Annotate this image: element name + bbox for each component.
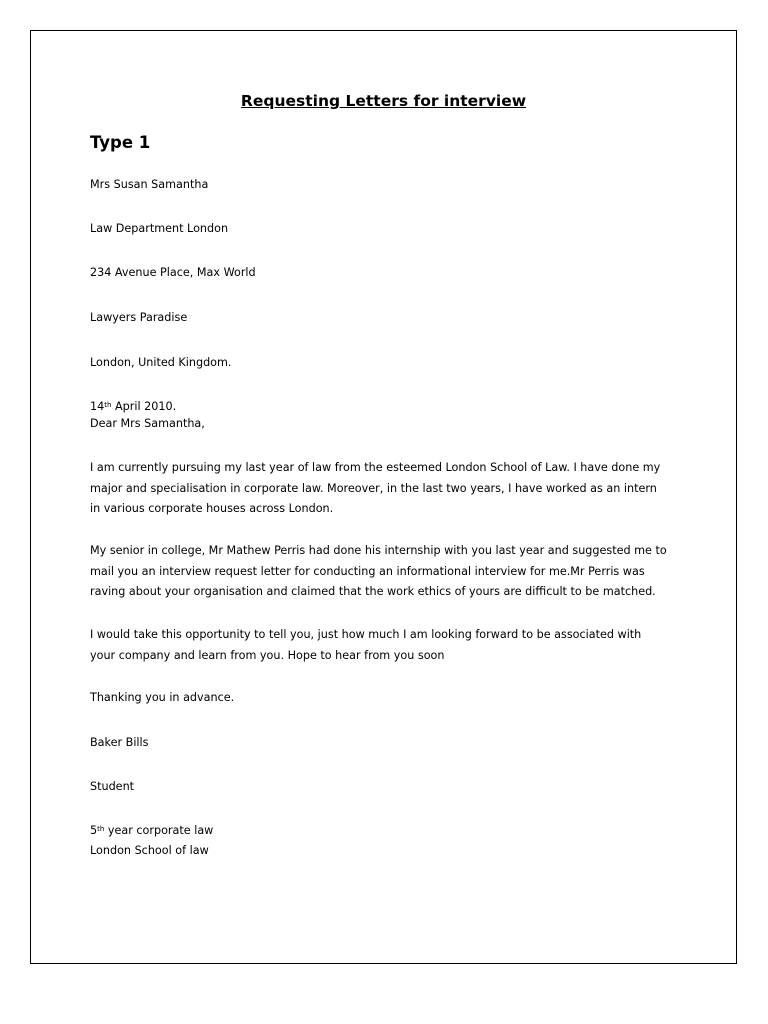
paragraph-line: I would take this opportunity to tell you, just how much I am looking forward to be associated with — [90, 628, 642, 641]
letter-page — [30, 30, 737, 964]
closing-line: Thanking you in advance. — [90, 691, 235, 704]
signature-role: Student — [90, 780, 135, 793]
paragraph-line: in various corporate houses across London. — [90, 502, 334, 515]
year-suffix: th — [97, 825, 105, 833]
type-heading: Type 1 — [90, 133, 151, 152]
body-paragraph-3 — [90, 625, 700, 666]
recipient-place: Lawyers Paradise — [90, 311, 188, 324]
paragraph-line: My senior in college, Mr Mathew Perris had done his internship with you last year and suggested me to — [90, 544, 667, 557]
letter-date — [90, 400, 176, 414]
paragraph-line: mail you an interview request letter for conducting an informational interview for me.Mr Perris was — [90, 564, 645, 578]
signature-year — [90, 824, 213, 838]
recipient-address-line: 234 Avenue Place, Max World — [90, 266, 256, 279]
year-rest: year corporate law — [104, 824, 214, 837]
recipient-city: London, United Kingdom. — [90, 356, 232, 369]
date-suffix: th — [104, 401, 112, 409]
paragraph-line: raving about your organisation and claimed that the work ethics of yours are difficult to be matched. — [90, 585, 656, 598]
year-number: 5 — [90, 824, 98, 837]
body-paragraph-1 — [90, 458, 700, 520]
paragraph-line: your company and learn from you. Hope to hear from you soon — [90, 648, 445, 662]
document-title: Requesting Letters for interview — [240, 92, 527, 110]
recipient-department: Law Department London — [90, 222, 229, 235]
salutation: Dear Mrs Samantha, — [90, 417, 205, 430]
body-paragraph-2 — [90, 541, 700, 603]
signature-school: London School of law — [90, 844, 209, 857]
date-rest: April 2010. — [111, 400, 177, 413]
recipient-name: Mrs Susan Samantha — [90, 178, 209, 191]
date-day: 14 — [90, 400, 105, 413]
paragraph-line: major and specialisation in corporate law. Moreover, in the last two years, I have worked as an intern — [90, 481, 657, 495]
paragraph-line: I am currently pursuing my last year of law from the esteemed London School of Law. I have done my — [90, 461, 661, 474]
signature-name: Baker Bills — [90, 736, 149, 749]
